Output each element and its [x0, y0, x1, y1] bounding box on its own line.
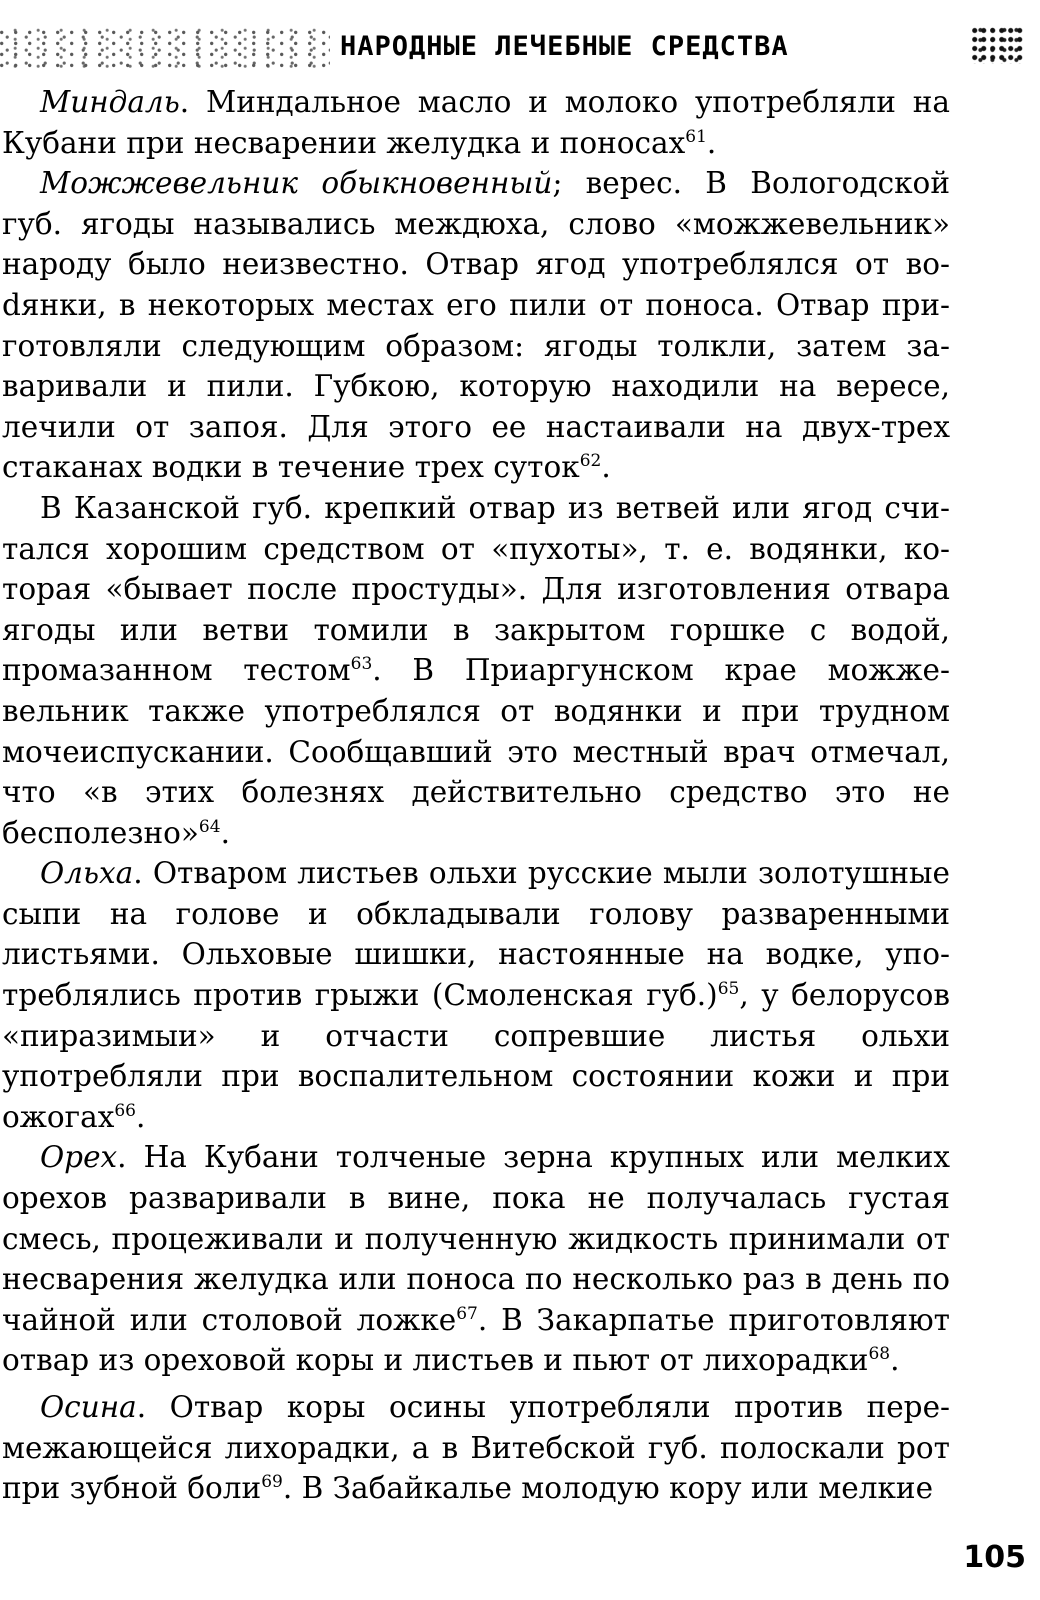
paragraph-text: . [135, 1099, 146, 1134]
footnote-ref: 63 [350, 654, 373, 675]
paragraph-text: . В Забайкалье молодую кору или мелкие [282, 1471, 934, 1506]
running-title: НАРОДНЫЕ ЛЕЧЕБНЫЕ СРЕДСТВА [340, 31, 789, 62]
footnote-ref: 69 [261, 1472, 283, 1493]
paragraph-text: . [890, 1343, 900, 1378]
page-number: 105 [963, 1540, 1026, 1575]
paragraph-text: . В Приаргунском крае можжевельник также употреблялся от водянки и при трудном мочеиспускании. Сообщавший это местный врач отмечал, что «в этих болезнях действительно средство это не бесполезно» [2, 653, 950, 850]
footnote-ref: 65 [717, 979, 740, 1000]
paragraph-walnut [2, 1137, 950, 1381]
footnote-ref: 66 [114, 1100, 136, 1121]
header-texture [0, 28, 330, 68]
paragraph-juniper [2, 163, 950, 488]
paragraph-text: ; верес. В Вологодской губ. ягоды назывались междюха, слово «можжевельник» народу было неизвестно. Отвар ягод употреблялся от воdянки, в некоторых местах его пили от поноса. Отвар приготовляли следующим образом: ягоды толкли, затем заваривали и пили. Губкою, которую находили на вересе, лечили от запоя. Для этого ее настаивали на двух-трех стаканах водки в течение трех суток [2, 166, 950, 485]
entry-term: Ольха [40, 856, 134, 891]
entry-term: Миндаль [40, 85, 180, 119]
footnote-ref: 64 [198, 816, 221, 837]
paragraph-text: . Отвар коры осины употребляли против перемежающейся лихорадки, а в Витебской губ. полоскали рот при зубной боли [2, 1390, 950, 1506]
footnote-ref: 62 [579, 451, 602, 472]
body-text [2, 82, 950, 1509]
paragraph-text: . [601, 450, 611, 485]
paragraph-text: . [220, 815, 230, 850]
footnote-ref: 68 [868, 1344, 891, 1365]
paragraph-text: , у белорусов «пиразимыи» и отчасти сопревшие листья ольхи употребляли при воспалительном состоянии кожи и при ожогах [2, 978, 951, 1134]
paragraph-text: . На Кубани толченые зерна крупных или мелких орехов разваривали в вине, пока не получалась густая смесь, процеживали и полученную жидкость принимали от несварения желудка или поноса по несколько раз в день по чайной или столовой ложке [2, 1140, 950, 1337]
entry-term: Орех [40, 1140, 118, 1175]
running-header [0, 22, 1040, 66]
paragraph-text: . [706, 125, 717, 160]
paragraph-almond [2, 82, 950, 163]
paragraph-text: В Казанской губ. крепкий отвар из ветвей или ягод считался хорошим средством от «пухоты», т. е. водянки, которая «бывает после простуды». Для изготовления отвара ягоды или ветви томили в закрытом горшке с водой, промазанном тестом [2, 490, 950, 688]
entry-term: Можжевельник обыкновенный [40, 166, 553, 201]
paragraph-aspen [2, 1387, 950, 1509]
footnote-ref: 61 [685, 126, 707, 147]
paragraph-text: . Отваром листьев ольхи русские мыли золотушные сыпи на голове и обкладывали голову разваренными листьями. Ольховые шишки, настоянные на водке, употреблялись против грыжи (Смоленская губ.) [2, 856, 950, 1013]
paragraph-alder [2, 853, 950, 1137]
paragraph-juniper-kazan [2, 488, 950, 853]
entry-term: Осина [40, 1390, 137, 1424]
paragraph-text: . Миндальное масло и молоко употребляли на Кубани при несварении желудка и поносах [2, 85, 950, 160]
paragraph-text: . В Закарпатье приготовляют отвар из ореховой коры и листьев и пьют от лихорадки [2, 1302, 950, 1378]
header-ornament-icon [972, 26, 1024, 64]
footnote-ref: 67 [456, 1303, 478, 1324]
